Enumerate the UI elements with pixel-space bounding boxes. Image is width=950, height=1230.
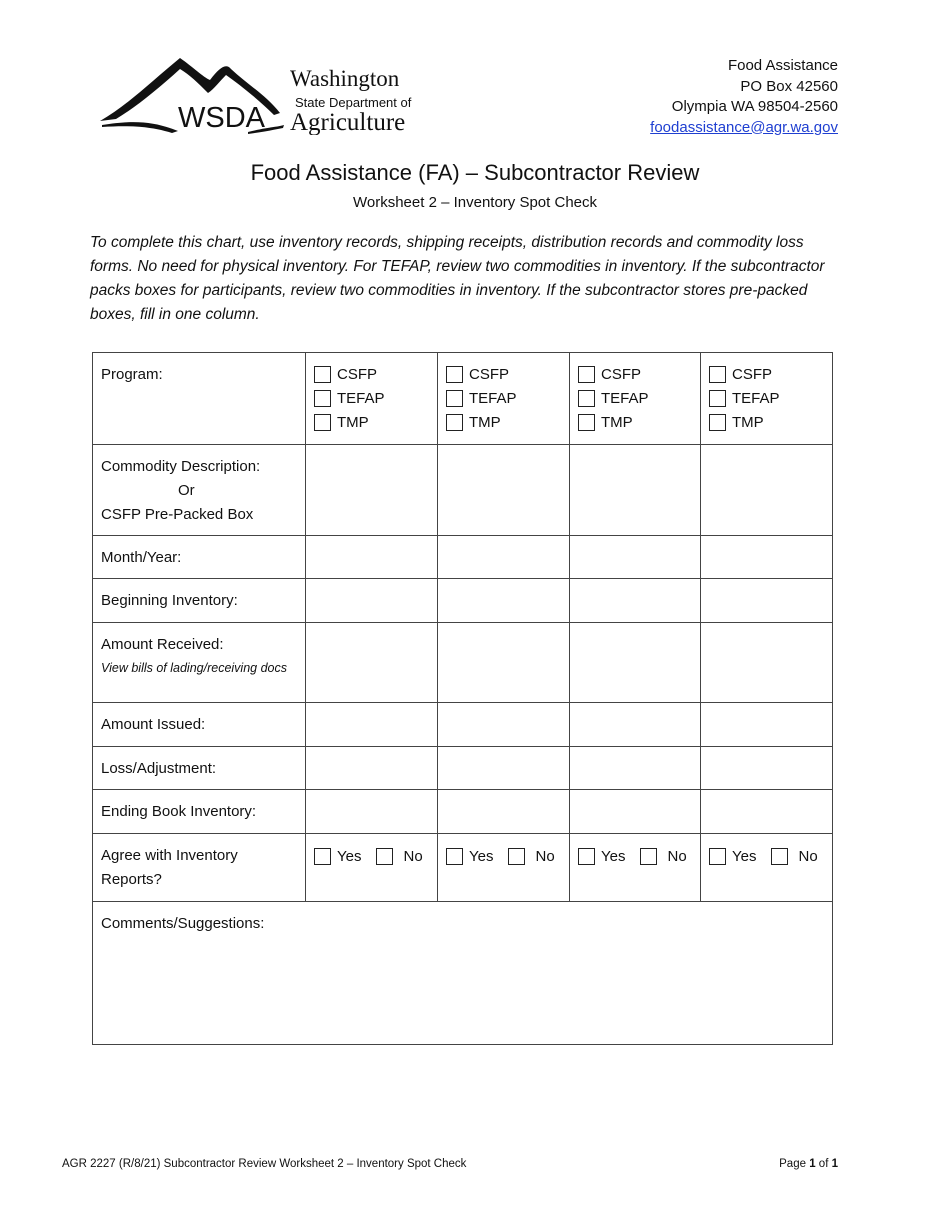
beginning-row	[93, 579, 833, 623]
commodity-label	[93, 445, 306, 536]
tefap-label: TEFAP	[469, 389, 517, 407]
csfp-checkbox-col4[interactable]	[709, 366, 726, 383]
no-checkbox-col3[interactable]	[640, 848, 657, 865]
page-of: of	[815, 1158, 832, 1170]
tefap-label: TEFAP	[732, 389, 780, 407]
yes-label: Yes	[469, 847, 494, 865]
beginning-label: Beginning Inventory:	[93, 579, 306, 623]
csfp-checkbox-col3[interactable]	[578, 366, 595, 383]
program-options-col2	[438, 353, 570, 445]
tmp-label: TMP	[732, 413, 764, 431]
instructions-text: To complete this chart, use inventory records, shipping receipts, distribution records and commodity loss forms. No need for physical inventory. For TEFAP, review two commodities in inventory. If the subcontractor packs boxes for participants, review two commodities in inventory. If the subcontractor stores pre-packed boxes, fill in one column.	[90, 234, 825, 323]
received-note: View bills of lading/receiving docs	[101, 661, 287, 675]
agree-row	[93, 834, 833, 902]
page-title: Food Assistance (FA) – Subcontractor Review	[250, 160, 700, 185]
contact-email-link[interactable]: foodassistance@agr.wa.gov	[650, 118, 838, 136]
logo-line3: Agriculture	[290, 109, 406, 135]
logo-abbr: WSDA	[178, 102, 265, 134]
contact-name: Food Assistance	[727, 57, 838, 74]
ending-input-col3[interactable]	[570, 790, 701, 834]
received-label-text: Amount Received:	[101, 636, 224, 653]
received-input-col3[interactable]	[570, 623, 701, 703]
logo-line1: Washington	[290, 66, 400, 91]
loss-label: Loss/Adjustment:	[93, 747, 306, 790]
ending-input-col1[interactable]	[306, 790, 438, 834]
agree-label: Agree with Inventory Reports?	[93, 834, 306, 902]
program-options-col3	[570, 353, 701, 445]
tmp-checkbox-col3[interactable]	[578, 414, 595, 431]
yes-checkbox-col2[interactable]	[446, 848, 463, 865]
issued-label: Amount Issued:	[93, 703, 306, 747]
tefap-label: TEFAP	[601, 389, 649, 407]
no-label: No	[667, 847, 687, 865]
month-input-col2[interactable]	[438, 536, 570, 579]
yes-label: Yes	[732, 847, 757, 865]
loss-input-col1[interactable]	[306, 747, 438, 790]
logo-line2: State Department of	[295, 95, 412, 110]
loss-input-col4[interactable]	[701, 747, 833, 790]
loss-row	[93, 747, 833, 790]
inventory-table	[92, 352, 833, 1045]
issued-input-col4[interactable]	[701, 703, 833, 747]
ending-row	[93, 790, 833, 834]
wsda-logo	[98, 55, 418, 135]
no-checkbox-col1[interactable]	[376, 848, 393, 865]
received-row	[93, 623, 833, 703]
received-input-col4[interactable]	[701, 623, 833, 703]
received-input-col1[interactable]	[306, 623, 438, 703]
tefap-checkbox-col1[interactable]	[314, 390, 331, 407]
commodity-row	[93, 445, 833, 536]
comments-field[interactable]	[93, 902, 833, 1045]
month-row	[93, 536, 833, 579]
csfp-checkbox-col2[interactable]	[446, 366, 463, 383]
page-current: 1	[809, 1158, 816, 1170]
agree-options-col2	[438, 834, 570, 902]
footer-form-id: AGR 2227 (R/8/21) Subcontractor Review Worksheet 2 – Inventory Spot Check	[62, 1158, 467, 1170]
no-checkbox-col4[interactable]	[771, 848, 788, 865]
loss-input-col3[interactable]	[570, 747, 701, 790]
commodity-label-or: Or	[178, 482, 195, 499]
program-label: Program:	[93, 353, 306, 445]
tmp-checkbox-col4[interactable]	[709, 414, 726, 431]
commodity-input-col1[interactable]	[306, 445, 438, 536]
yes-checkbox-col1[interactable]	[314, 848, 331, 865]
csfp-label: CSFP	[732, 365, 773, 383]
footer-page-number	[779, 1158, 838, 1170]
yes-label: Yes	[601, 847, 626, 865]
tefap-checkbox-col3[interactable]	[578, 390, 595, 407]
beginning-input-col3[interactable]	[570, 579, 701, 623]
csfp-label: CSFP	[337, 365, 378, 383]
program-options-col4	[701, 353, 833, 445]
agree-options-col4	[701, 834, 833, 902]
month-label: Month/Year:	[93, 536, 306, 579]
tefap-checkbox-col4[interactable]	[709, 390, 726, 407]
loss-input-col2[interactable]	[438, 747, 570, 790]
tmp-checkbox-col1[interactable]	[314, 414, 331, 431]
tefap-checkbox-col2[interactable]	[446, 390, 463, 407]
received-input-col2[interactable]	[438, 623, 570, 703]
no-label: No	[535, 847, 555, 865]
issued-input-col1[interactable]	[306, 703, 438, 747]
beginning-input-col4[interactable]	[701, 579, 833, 623]
csfp-checkbox-col1[interactable]	[314, 366, 331, 383]
month-input-col3[interactable]	[570, 536, 701, 579]
page-subtitle: Worksheet 2 – Inventory Spot Check	[352, 194, 597, 211]
tmp-label: TMP	[469, 413, 501, 431]
month-input-col1[interactable]	[306, 536, 438, 579]
comments-label: Comments/Suggestions:	[101, 915, 265, 932]
received-label	[93, 623, 306, 703]
comments-row	[93, 902, 833, 1045]
tmp-label: TMP	[601, 413, 633, 431]
issued-input-col3[interactable]	[570, 703, 701, 747]
agree-options-col1	[306, 834, 438, 902]
program-row	[93, 353, 833, 445]
csfp-label: CSFP	[601, 365, 642, 383]
ending-input-col4[interactable]	[701, 790, 833, 834]
issued-input-col2[interactable]	[438, 703, 570, 747]
csfp-label: CSFP	[469, 365, 510, 383]
contact-po-box: PO Box 42560	[740, 77, 838, 95]
agree-options-col3	[570, 834, 701, 902]
month-input-col4[interactable]	[701, 536, 833, 579]
ending-input-col2[interactable]	[438, 790, 570, 834]
tefap-label: TEFAP	[337, 389, 385, 407]
issued-row	[93, 703, 833, 747]
page-total: 1	[831, 1158, 838, 1170]
tmp-checkbox-col2[interactable]	[446, 414, 463, 431]
contact-block	[650, 56, 838, 138]
program-options-col1	[306, 353, 438, 445]
yes-label: Yes	[337, 847, 362, 865]
no-checkbox-col2[interactable]	[508, 848, 525, 865]
page-prefix: Page	[779, 1158, 810, 1170]
tmp-label: TMP	[337, 413, 369, 431]
ending-label: Ending Book Inventory:	[93, 790, 306, 834]
contact-city: Olympia WA 98504-2560	[671, 98, 838, 115]
beginning-input-col1[interactable]	[306, 579, 438, 623]
beginning-input-col2[interactable]	[438, 579, 570, 623]
commodity-input-col4[interactable]	[701, 445, 833, 536]
commodity-label-line1: Commodity Description:	[101, 458, 261, 475]
commodity-label-line3: CSFP Pre-Packed Box	[101, 506, 254, 523]
yes-checkbox-col4[interactable]	[709, 848, 726, 865]
yes-checkbox-col3[interactable]	[578, 848, 595, 865]
no-label: No	[403, 847, 423, 865]
commodity-input-col3[interactable]	[570, 445, 701, 536]
no-label: No	[798, 847, 818, 865]
commodity-input-col2[interactable]	[438, 445, 570, 536]
